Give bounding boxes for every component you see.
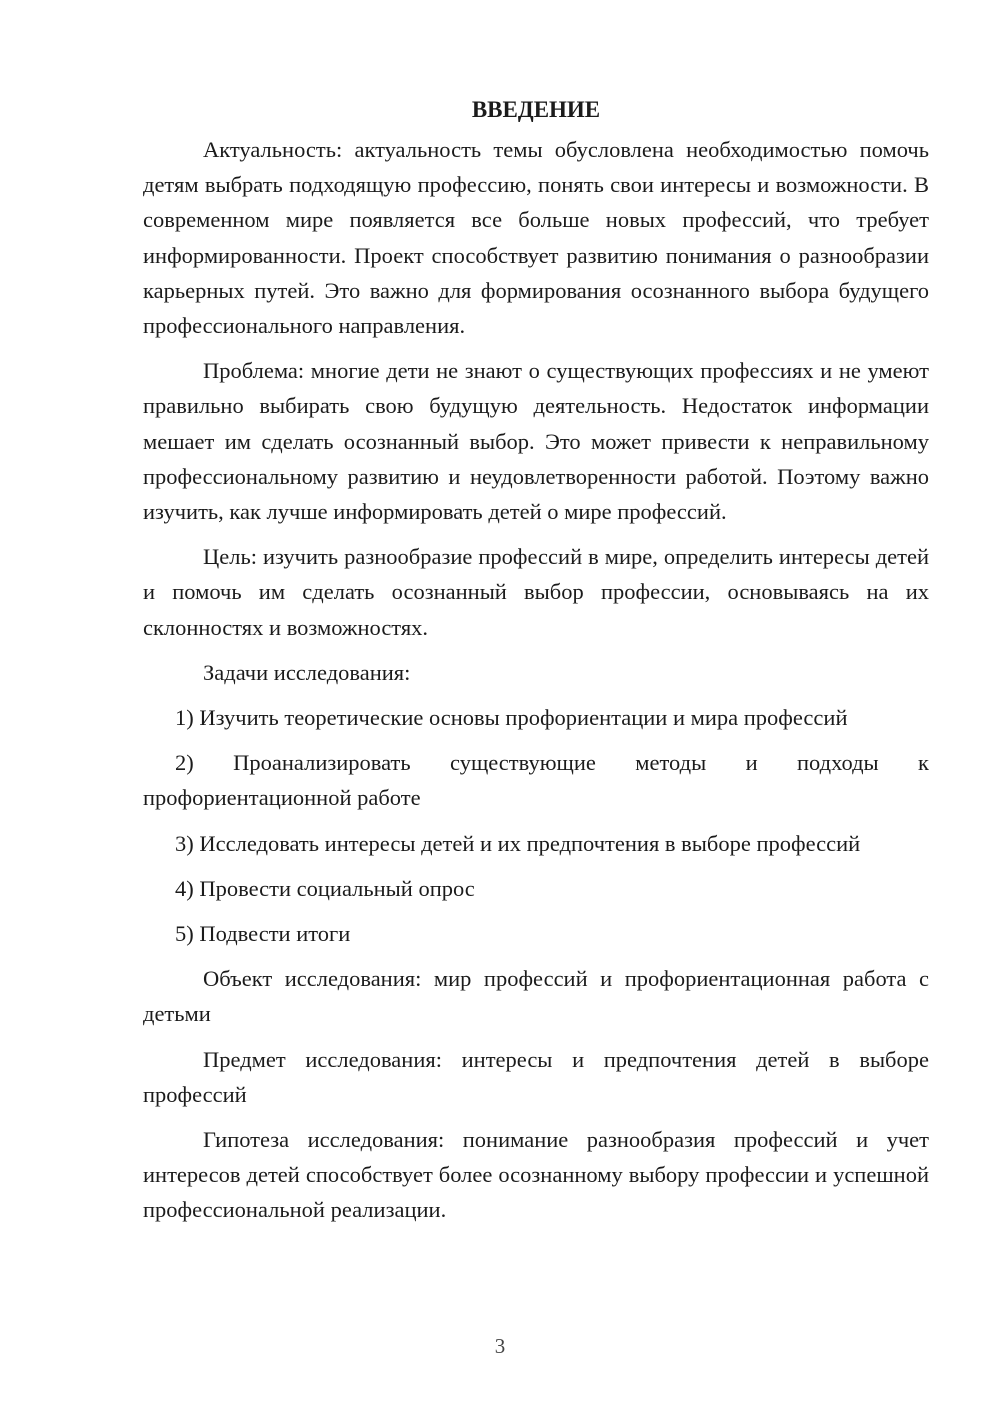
document-page xyxy=(143,92,929,1238)
paragraph-subject: Предмет исследования: интересы и предпочтения детей в выборе профессий xyxy=(143,1046,929,1107)
task-item-2: 2) Проанализировать существующие методы и подходы к профориентационной работе xyxy=(143,750,929,811)
paragraph-relevance: Актуальность: актуальность темы обусловлена необходимостью помочь детям выбрать подходящую профессию, понять свои интересы и возможности. В современном мире появляется все больше новых профессий, что требует информированности. Проект способствует развитию понимания о разнообразии карьерных путей. Это важно для формирования осознанного выбора будущего профессионального направления. xyxy=(143,137,929,339)
page-number: 3 xyxy=(494,1334,506,1358)
paragraph-goal: Цель: изучить разнообразие профессий в мире, определить интересы детей и помочь им сделать осознанный выбор профессии, основываясь на их склонностях и возможностях. xyxy=(143,544,929,640)
paragraph-object: Объект исследования: мир профессий и профориентационная работа с детьми xyxy=(143,966,929,1027)
task-item-1: 1) Изучить теоретические основы профориентации и мира профессий xyxy=(175,705,848,731)
paragraph-problem: Проблема: многие дети не знают о существующих профессиях и не умеют правильно выбирать свою будущую деятельность. Недостаток информации мешает им сделать осознанный выбор. Это может привести к неправильному профессиональному развитию и неудовлетворенности работой. Поэтому важно изучить, как лучше информировать детей о мире профессий. xyxy=(143,358,929,525)
paragraph-tasks-heading: Задачи исследования: xyxy=(203,659,411,685)
paragraph-hypothesis: Гипотеза исследования: понимание разнообразия профессий и учет интересов детей способствует более осознанному выбору профессии и успешной профессиональной реализации. xyxy=(143,1127,929,1223)
task-item-3: 3) Исследовать интересы детей и их предпочтения в выборе профессий xyxy=(175,830,861,856)
task-item-4: 4) Провести социальный опрос xyxy=(175,875,475,901)
page-title: ВВЕДЕНИЕ xyxy=(471,97,601,122)
task-item-5: 5) Подвести итоги xyxy=(175,921,351,947)
